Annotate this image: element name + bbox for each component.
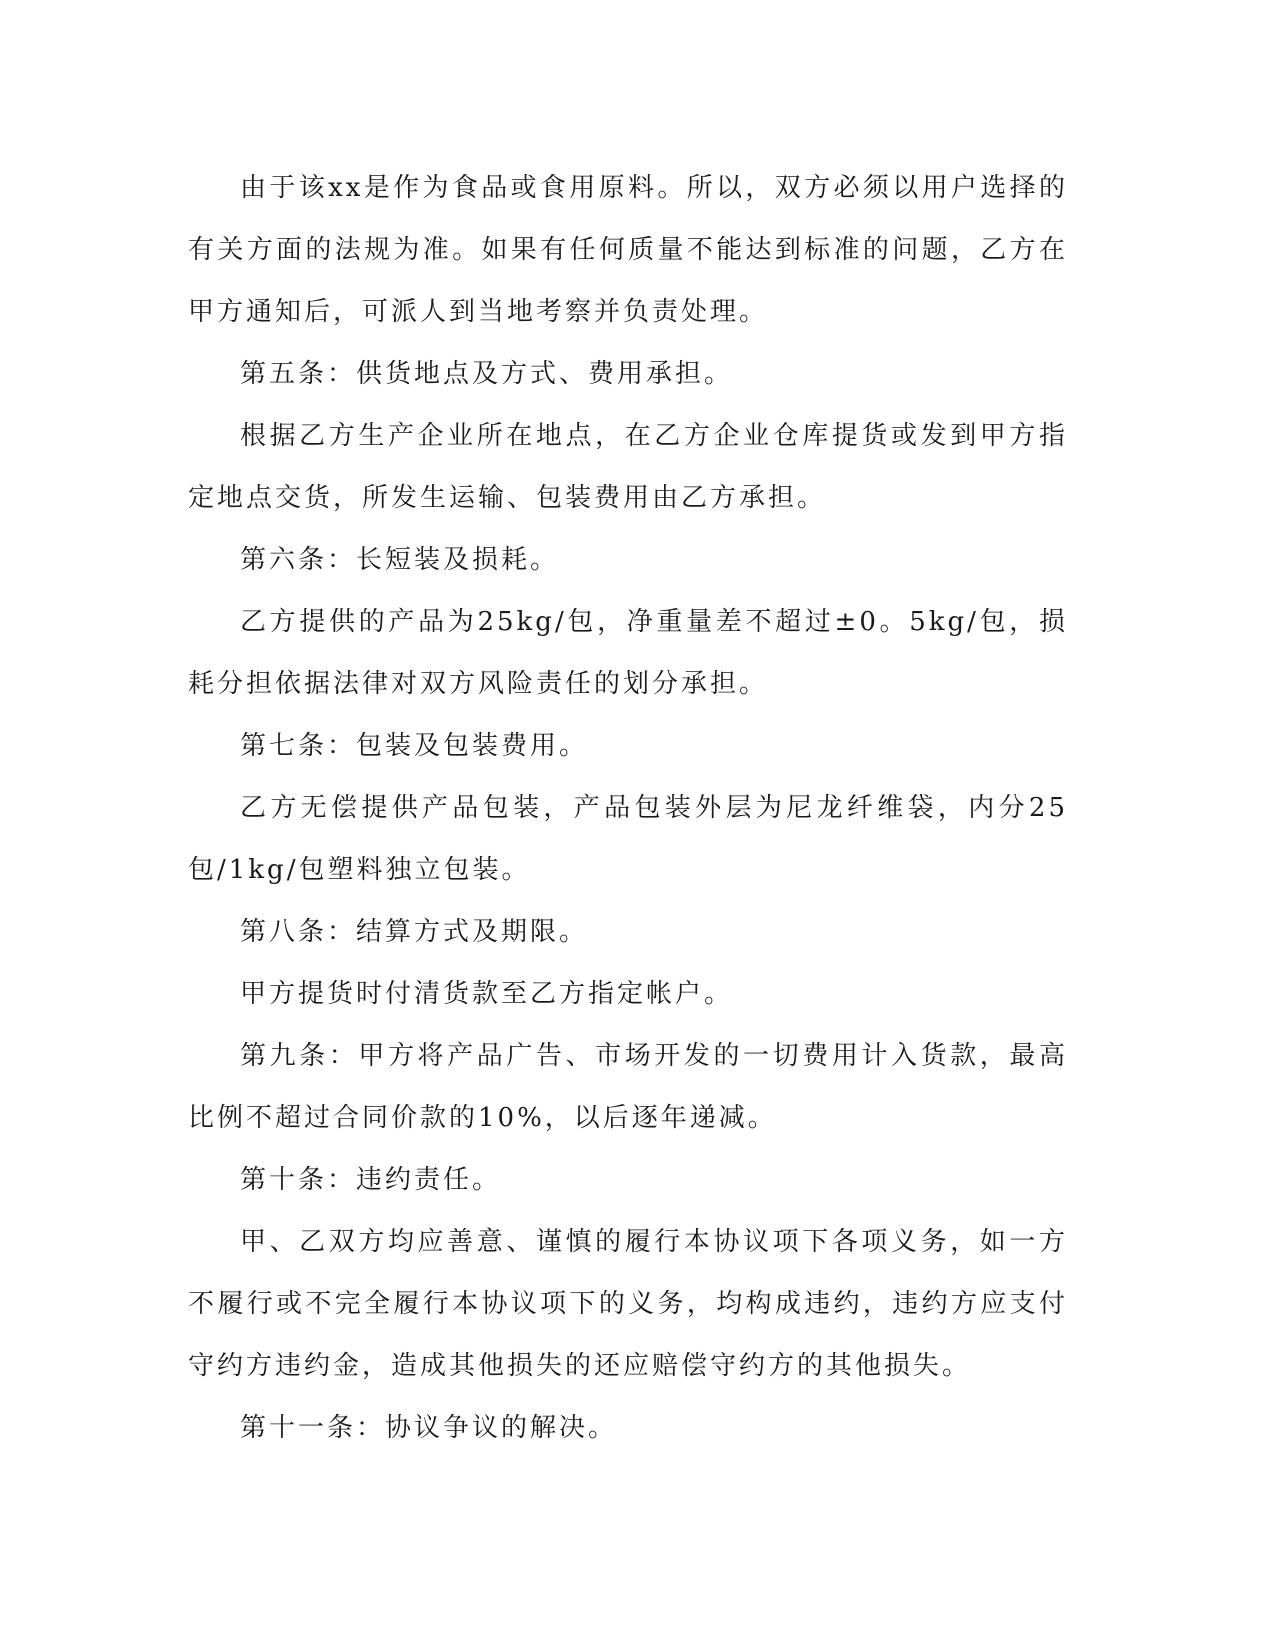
article-9-paragraph: 第九条：甲方将产品广告、市场开发的一切费用计入货款，最高比例不超过合同价款的10%，以后逐年递减。 <box>188 1041 1068 1133</box>
article-7-heading: 第七条：包装及包装费用。 <box>240 731 589 761</box>
paragraph-quality-standards: 由于该xx是作为食品或食用原料。所以，双方必须以用户选择的有关方面的法规为准。如果有任何质量不能达到标准的问题，乙方在甲方通知后，可派人到当地考察并负责处理。 <box>188 173 1068 327</box>
article-6-body: 乙方提供的产品为25kg/包，净重量差不超过±0。5kg/包，损耗分担依据法律对双方风险责任的划分承担。 <box>188 607 1068 699</box>
article-8-heading: 第八条：结算方式及期限。 <box>240 917 589 947</box>
article-8-body: 甲方提货时付清货款至乙方指定帐户。 <box>240 979 734 1009</box>
article-7-body: 乙方无偿提供产品包装，产品包装外层为尼龙纤维袋，内分25包/1kg/包塑料独立包装。 <box>188 793 1068 885</box>
article-11-heading: 第十一条：协议争议的解决。 <box>240 1413 618 1443</box>
article-10-body: 甲、乙双方均应善意、谨慎的履行本协议项下各项义务，如一方不履行或不完全履行本协议项下的义务，均构成违约，违约方应支付守约方违约金，造成其他损失的还应赔偿守约方的其他损失。 <box>188 1227 1068 1381</box>
document-body <box>188 157 1068 1459</box>
article-10-heading: 第十条：违约责任。 <box>240 1165 502 1195</box>
article-5-heading: 第五条：供货地点及方式、费用承担。 <box>240 359 734 389</box>
article-6-heading: 第六条：长短装及损耗。 <box>240 545 560 575</box>
article-5-body: 根据乙方生产企业所在地点，在乙方企业仓库提货或发到甲方指定地点交货，所发生运输、包装费用由乙方承担。 <box>188 421 1068 513</box>
